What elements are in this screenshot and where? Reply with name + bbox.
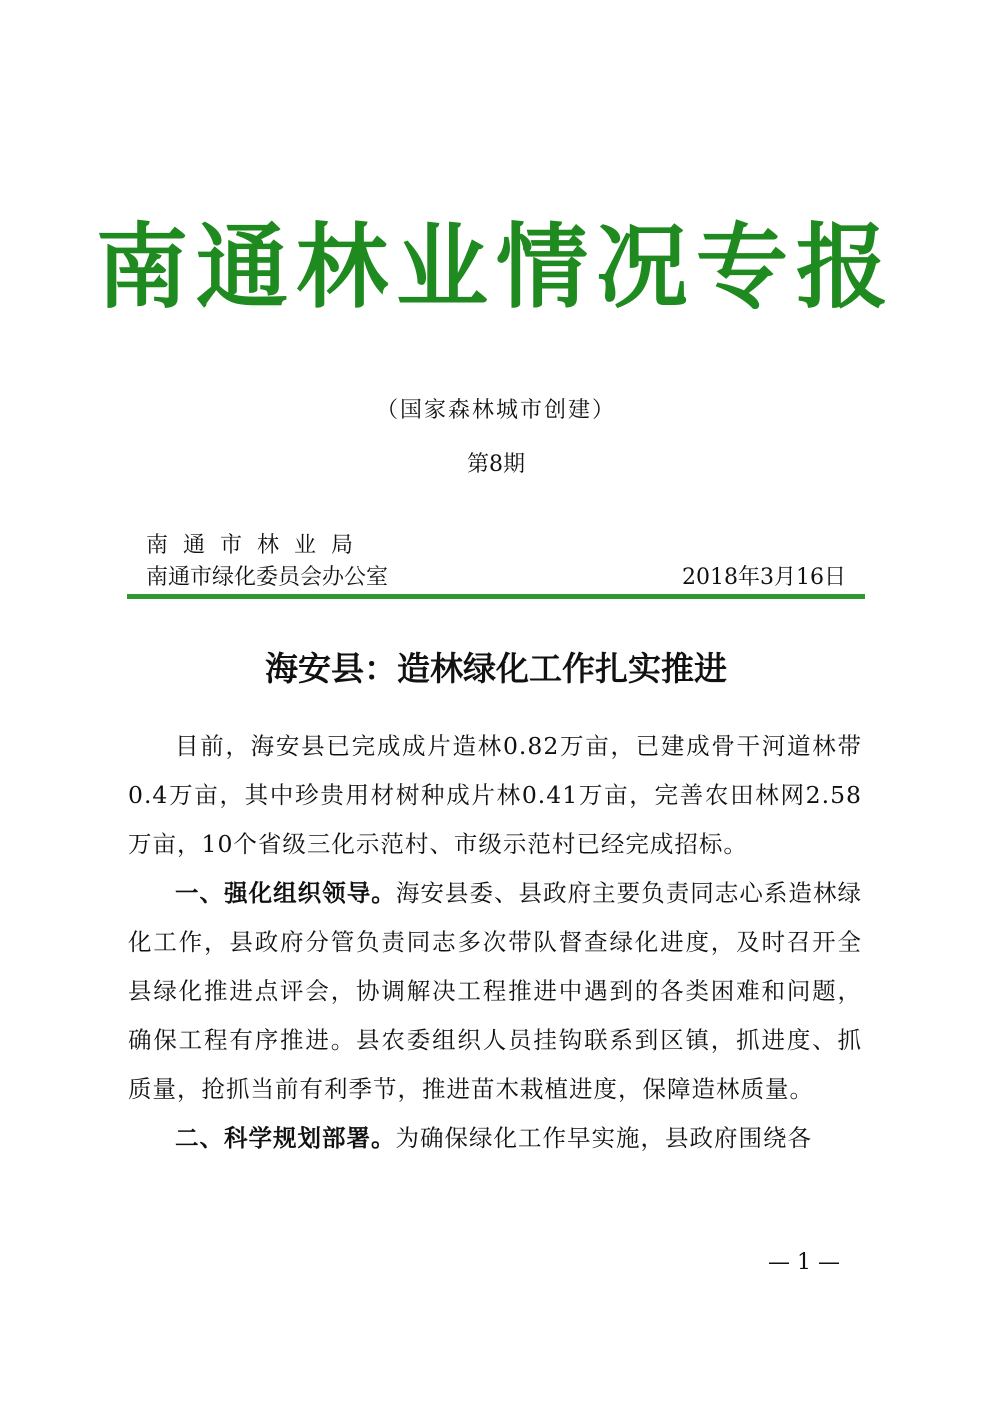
issuer-line-1: 南通市林业局 [146,533,369,558]
masthead-subtitle: （国家森林城市创建） [375,398,616,423]
issuer-line-2: 南通市绿化委员会办公室 [146,565,389,590]
paragraph [128,869,862,1114]
paragraph-text: 目前，海安县已完成成片造林0.82万亩，已建成骨干河道林带0.4万亩，其中珍贵用材树种成片林0.41万亩，完善农田林网2.58万亩，10个省级三化示范村、市级示范村已经完成招标。 [128,732,862,858]
article-title: 海安县：造林绿化工作扎实推进 [265,649,727,688]
paragraph [128,1114,862,1163]
article-body [128,722,862,1163]
header-divider [127,594,865,599]
page-number: — 1 — [768,1250,840,1275]
issue-date: 2018年3月16日 [682,565,846,590]
paragraph-lead: 一、强化组织领导。 [175,879,396,907]
paragraph [128,722,862,869]
issue-number: 第8期 [467,452,525,477]
paragraph-text: 海安县委、县政府主要负责同志心系造林绿化工作，县政府分管负责同志多次带队督查绿化进度，及时召开全县绿化推进点评会，协调解决工程推进中遇到的各类困难和问题，确保工程有序推进。县农委组织人员挂钩联系到区镇，抓进度、抓质量，抢抓当前有利季节，推进苗木栽植进度，保障造林质量。 [128,879,863,1103]
paragraph-text: 为确保绿化工作早实施，县政府围绕各 [395,1124,812,1152]
paragraph-lead: 二、科学规划部署。 [175,1124,396,1152]
masthead-title: 南通林业情况专报 [95,214,896,321]
